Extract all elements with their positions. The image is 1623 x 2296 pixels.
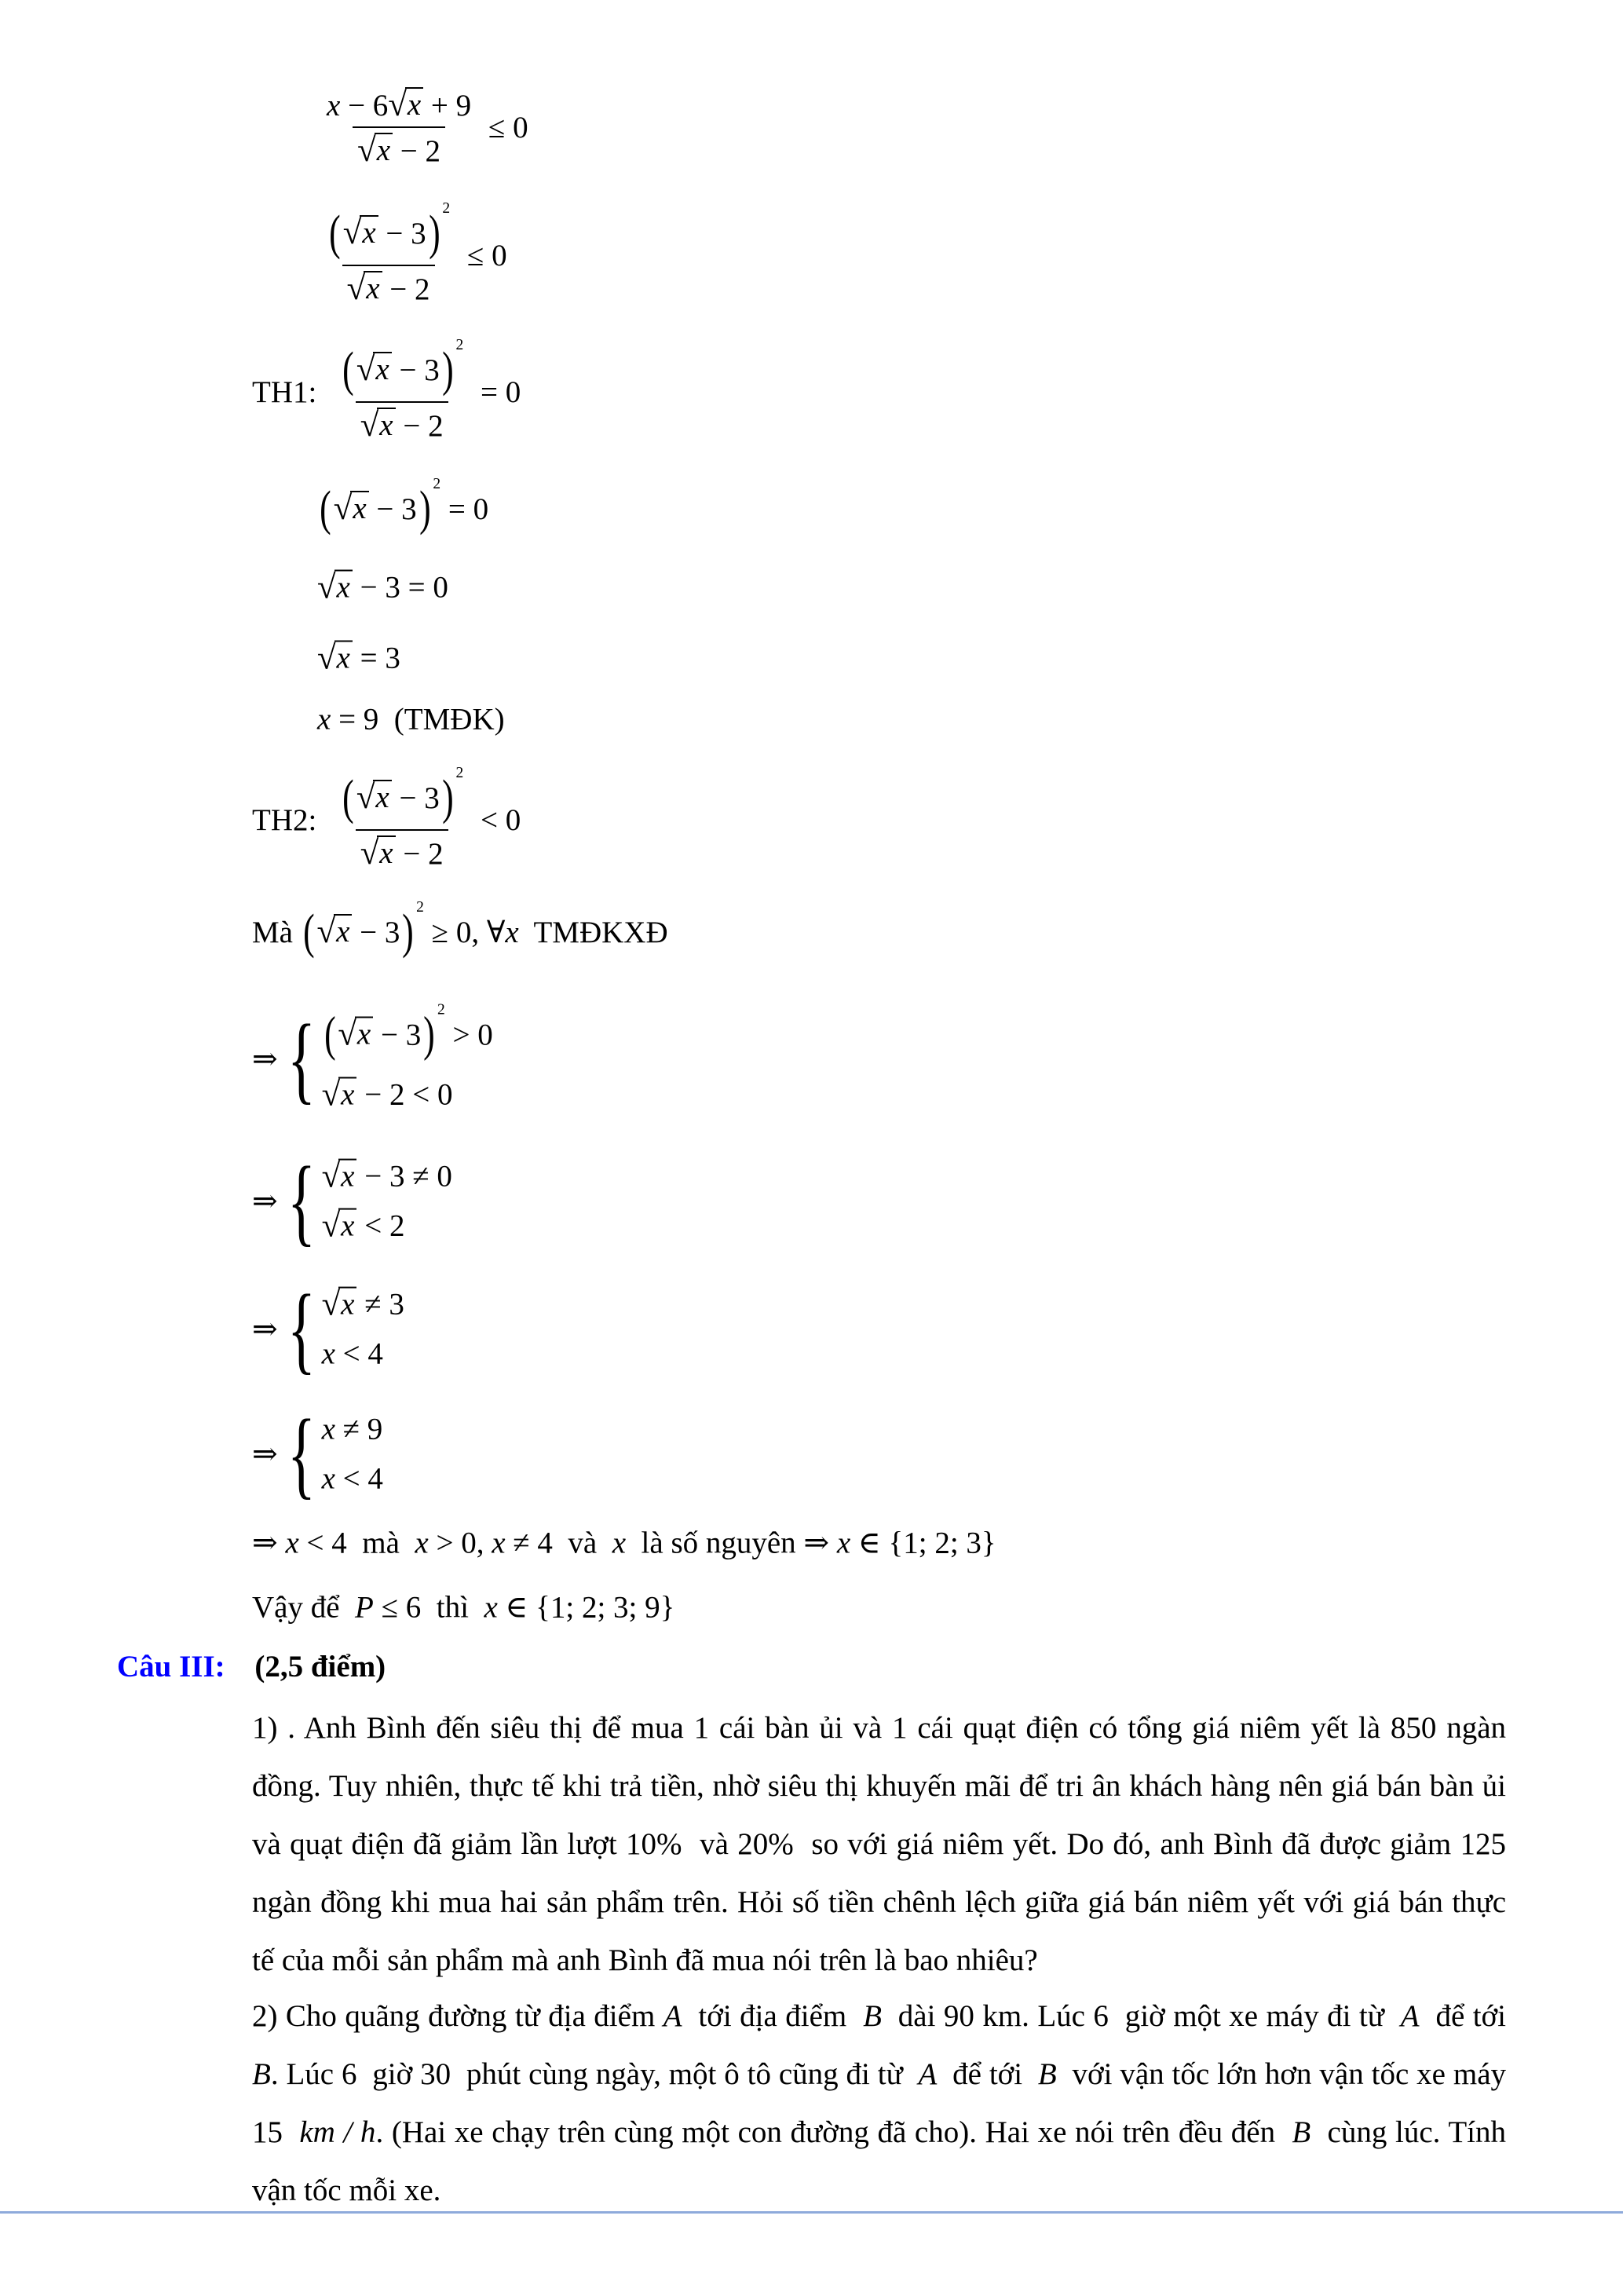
- math-variable: x: [366, 272, 380, 306]
- paren-body: [338, 1017, 421, 1053]
- math-text: < 2: [356, 1208, 405, 1243]
- right-paren: ): [428, 206, 440, 261]
- math-variable: x: [336, 570, 350, 605]
- solution-line: [252, 337, 521, 444]
- radical-sign: √: [321, 1158, 341, 1196]
- radicand: [338, 1159, 356, 1194]
- math-variable: A: [1400, 1999, 1420, 2033]
- math-variable: B: [252, 2057, 271, 2091]
- system-row: [322, 1208, 452, 1244]
- right-paren: ): [423, 1007, 435, 1062]
- radical-sign: √: [388, 86, 407, 123]
- radicand: [338, 1287, 356, 1322]
- solution-line: [317, 476, 489, 537]
- math-text: = 3: [352, 641, 400, 675]
- math-text: ≤ 0: [481, 111, 528, 145]
- right-paren: ): [402, 905, 415, 959]
- question-number: Câu III:: [117, 1650, 225, 1684]
- math-text: TMĐKXĐ: [518, 915, 668, 949]
- math-text: − 2 < 0: [356, 1077, 453, 1112]
- square-root: [356, 780, 392, 815]
- radical-sign: √: [317, 569, 336, 606]
- left-paren: (: [302, 905, 315, 959]
- math-variable: x: [376, 133, 391, 167]
- math-variable: x: [379, 408, 393, 443]
- square-root: [347, 271, 382, 306]
- parenthesized: [340, 765, 464, 826]
- radicand: [405, 87, 423, 122]
- square-root: [322, 1208, 357, 1244]
- math-variable: A: [918, 2057, 938, 2091]
- system-row: [322, 1077, 493, 1113]
- left-paren: (: [342, 342, 354, 397]
- math-text: − 3: [391, 353, 440, 387]
- math-variable: x: [321, 1336, 335, 1371]
- math-text: Mà: [252, 915, 301, 949]
- math-text: > 0,: [428, 1526, 492, 1560]
- radical-sign: √: [342, 214, 362, 251]
- square-root: [357, 133, 393, 168]
- solution-line: [317, 641, 400, 676]
- fraction: [322, 87, 476, 169]
- square-root: [317, 570, 353, 605]
- solution-line: [252, 1146, 452, 1256]
- math-variable: x: [353, 492, 367, 525]
- right-paren: ): [441, 770, 454, 825]
- radical-sign: √: [317, 639, 336, 677]
- solution-line: [317, 702, 505, 737]
- math-variable: x: [612, 1526, 627, 1560]
- math-variable: x: [317, 702, 331, 737]
- math-text: + 9: [423, 89, 472, 122]
- numerator: [322, 87, 476, 126]
- square-root: [360, 408, 396, 443]
- math-text: ⇒: [252, 1437, 278, 1472]
- math-text: < 4: [334, 1336, 383, 1371]
- math-text: dài 90 km. Lúc 6 giờ một xe máy đi từ: [881, 1999, 1401, 2033]
- square-root: [317, 641, 353, 676]
- math-text: . Lúc 6 giờ 30 phút cùng ngày, một ô tô cũng đi từ: [270, 2057, 919, 2091]
- system-row: [322, 1287, 404, 1322]
- radical-sign: √: [346, 269, 366, 307]
- question-part-1: [252, 1699, 1522, 1990]
- math-variable: x: [375, 781, 389, 815]
- math-text: ∈ {1; 2; 3; 9}: [497, 1590, 675, 1625]
- paren-body: [334, 491, 417, 527]
- math-variable: x: [341, 1288, 355, 1322]
- square-root: [356, 352, 392, 387]
- exponent: 2: [437, 1001, 445, 1018]
- solution-line: [252, 1399, 383, 1508]
- equation-system: [278, 1399, 383, 1508]
- radical-sign: √: [360, 406, 379, 444]
- math-variable: x: [336, 641, 350, 675]
- square-root: [334, 491, 369, 526]
- system-brace: {: [287, 1004, 316, 1113]
- math-variable: x: [379, 836, 393, 871]
- math-variable: x: [484, 1590, 498, 1625]
- math-text: ≤ 6 thì: [373, 1590, 484, 1625]
- math-variable: x: [375, 353, 389, 387]
- math-text: ≤ 0: [459, 239, 507, 273]
- question-heading: [117, 1649, 386, 1684]
- math-text: ⇒: [252, 1312, 278, 1347]
- math-text: − 6: [340, 89, 389, 122]
- solution-line: [252, 1590, 674, 1625]
- radicand: [334, 914, 352, 949]
- math-variable: x: [341, 1077, 355, 1112]
- radical-sign: √: [360, 834, 379, 872]
- numerator: [335, 337, 468, 401]
- radicand: [334, 570, 353, 605]
- system-row: [322, 1001, 493, 1063]
- math-variable: x: [321, 1461, 335, 1496]
- exponent: 2: [433, 476, 441, 492]
- system-row: [322, 1159, 452, 1194]
- system-row: [322, 1412, 383, 1447]
- case-label: TH1:: [252, 375, 325, 410]
- math-text: − 3: [378, 216, 426, 250]
- paren-body: [356, 780, 440, 816]
- right-paren: ): [419, 481, 431, 536]
- radical-sign: √: [333, 489, 353, 527]
- system-row: [322, 1461, 383, 1497]
- fraction: [335, 337, 468, 444]
- math-variable: x: [407, 88, 422, 122]
- math-variable: A: [663, 1999, 682, 2033]
- radicand: [338, 1208, 356, 1244]
- math-text: − 2: [393, 133, 441, 168]
- equation-system: [278, 1001, 493, 1113]
- math-variable: x: [341, 1160, 355, 1194]
- solution-line: [317, 200, 507, 307]
- fraction: [335, 765, 468, 872]
- denominator: [356, 829, 448, 872]
- radicand: [334, 641, 353, 676]
- math-text: 2) Cho quãng đường từ địa điểm: [252, 1999, 663, 2033]
- denominator: [356, 401, 448, 444]
- square-root: [360, 835, 396, 871]
- system-rows: [322, 1287, 404, 1372]
- radical-sign: √: [338, 1015, 356, 1053]
- question-part-2: [252, 1987, 1522, 2220]
- math-variable: x: [415, 1526, 429, 1560]
- parenthesized: [322, 1001, 445, 1063]
- paren-body: [356, 352, 440, 388]
- math-variable: x: [327, 89, 341, 122]
- math-variable: x: [336, 915, 350, 949]
- math-text: − 3 ≠ 0: [356, 1159, 452, 1194]
- math-text: ⇒: [252, 1184, 278, 1219]
- math-variable: x: [362, 216, 376, 250]
- math-text: < 4: [334, 1461, 383, 1496]
- numerator: [322, 200, 455, 265]
- system-brace: {: [287, 1399, 316, 1508]
- math-variable: km / h: [299, 2115, 376, 2149]
- equation-system: [278, 1274, 404, 1384]
- paren-body: [343, 215, 426, 251]
- solution-line: [252, 899, 668, 960]
- denominator: [342, 265, 435, 307]
- exponent: 2: [455, 765, 464, 782]
- math-text: ≥ 0, ∀: [423, 915, 506, 949]
- math-variable: B: [1292, 2115, 1311, 2149]
- radical-sign: √: [356, 778, 375, 816]
- math-text: − 2: [395, 836, 444, 871]
- math-text: − 3: [391, 781, 440, 815]
- math-text: − 3: [368, 492, 417, 526]
- math-variable: x: [285, 1526, 299, 1560]
- system-brace: {: [287, 1274, 316, 1384]
- math-text: > 0: [444, 1018, 493, 1051]
- square-root: [322, 1077, 357, 1113]
- math-text: để tới: [937, 2057, 1038, 2091]
- system-rows: [322, 1159, 452, 1244]
- square-root: [388, 87, 423, 122]
- radical-sign: √: [316, 912, 336, 950]
- denominator: [353, 126, 445, 169]
- radical-sign: √: [321, 1208, 341, 1245]
- math-variable: x: [341, 1209, 355, 1244]
- radicand: [338, 1077, 356, 1113]
- radical-sign: √: [356, 350, 375, 388]
- math-text: ⇒: [252, 1526, 286, 1560]
- radicand: [350, 491, 368, 526]
- math-text: = 0: [440, 492, 489, 526]
- math-text: − 2: [382, 272, 430, 306]
- numerator: [335, 765, 468, 829]
- parenthesized: [301, 899, 424, 960]
- math-text: Vậy để: [252, 1590, 356, 1625]
- math-variable: x: [356, 1017, 371, 1051]
- math-text: là số nguyên ⇒: [626, 1526, 837, 1560]
- right-paren: ): [441, 342, 454, 397]
- parenthesized: [340, 337, 464, 398]
- math-variable: x: [505, 915, 519, 949]
- math-text: ⇒: [252, 1042, 278, 1077]
- radicand: [364, 271, 382, 306]
- math-text: − 3: [373, 1018, 422, 1052]
- math-variable: B: [863, 1999, 882, 2033]
- math-text: tới địa điểm: [682, 1999, 864, 2033]
- system-row: [322, 1336, 404, 1372]
- square-root: [343, 215, 378, 250]
- math-text: = 9 (TMĐK): [331, 702, 505, 737]
- system-brace: {: [287, 1146, 316, 1256]
- paren-body: [317, 914, 400, 950]
- math-variable: x: [321, 1412, 335, 1446]
- solution-line: [252, 1274, 404, 1384]
- solution-line: [252, 1526, 996, 1561]
- math-variable: B: [1037, 2057, 1057, 2091]
- fraction: [322, 200, 455, 307]
- left-paren: (: [320, 481, 331, 536]
- parenthesized: [327, 200, 451, 261]
- square-root: [317, 914, 353, 949]
- square-root: [322, 1287, 357, 1322]
- left-paren: (: [342, 770, 354, 825]
- math-text: − 2: [395, 408, 444, 443]
- solution-line: [317, 87, 528, 169]
- radicand: [377, 835, 395, 871]
- math-text: − 3 = 0: [352, 570, 448, 605]
- math-text: ≠ 4 và: [505, 1526, 612, 1560]
- math-variable: x: [836, 1526, 851, 1560]
- solution-line: [252, 1001, 493, 1113]
- radicand: [360, 215, 378, 250]
- math-text: với vận tốc lớn hơn vận tốc xe máy 15: [252, 2057, 1514, 2149]
- math-text: = 0: [473, 375, 521, 410]
- radicand: [373, 352, 391, 387]
- question-points: (2,5 điểm): [254, 1650, 386, 1684]
- square-root: [338, 1017, 373, 1052]
- math-text: . (Hai xe chạy trên cùng một con đường đã cho). Hai xe nói trên đều đến: [375, 2115, 1292, 2149]
- square-root: [322, 1159, 357, 1194]
- footer-rule: [0, 2211, 1623, 2214]
- radical-sign: √: [321, 1076, 341, 1113]
- math-text: ≠ 3: [356, 1287, 404, 1322]
- math-text: cùng lúc. Tính vận tốc mỗi xe.: [252, 2115, 1514, 2207]
- math-variable: P: [355, 1590, 374, 1625]
- radical-sign: √: [321, 1286, 341, 1324]
- left-paren: (: [329, 206, 341, 261]
- system-rows: [322, 1412, 383, 1497]
- math-text: ≠ 9: [334, 1412, 383, 1446]
- math-text: < 0: [473, 803, 521, 838]
- math-text: 1) . Anh Bình đến siêu thị để mua 1 cái bàn ủi và 1 cái quạt điện có tổng giá niêm yết là 850 ngàn đồng. Tuy nhiên, thực tế khi trả tiền, nhờ siêu thị khuyến mãi để tri ân khách hàng nên giá bán bàn ủi và quạt điện đã giảm lần lượt 10% và 20% so với giá niêm yết. Do đó, anh Bình đã được giảm 125 ngàn đồng khi mua hai sản phẩm trên. Hỏi số tiền chênh lệch giữa giá bán niêm yết với giá bán thực tế của mỗi sản phẩm mà anh Bình đã mua nói trên là bao nhiêu?: [252, 1711, 1522, 1977]
- radicand: [377, 408, 395, 443]
- system-rows: [321, 1001, 493, 1113]
- solution-line: [252, 765, 521, 872]
- radicand: [375, 133, 393, 168]
- equation-system: [278, 1146, 452, 1256]
- exponent: 2: [442, 200, 451, 218]
- radicand: [373, 780, 391, 815]
- solution-line: [317, 570, 448, 605]
- math-text: ∈ {1; 2; 3}: [850, 1526, 996, 1560]
- parenthesized: [317, 476, 441, 537]
- radicand: [355, 1017, 373, 1052]
- exponent: 2: [455, 337, 464, 354]
- math-text: < 4 mà: [298, 1526, 415, 1560]
- math-variable: x: [492, 1526, 506, 1560]
- case-label: TH2:: [252, 803, 325, 838]
- math-text: − 3: [352, 915, 400, 949]
- exponent: 2: [416, 899, 424, 916]
- left-paren: (: [324, 1007, 336, 1062]
- math-text: để tới: [1419, 1999, 1522, 2033]
- radical-sign: √: [357, 131, 376, 169]
